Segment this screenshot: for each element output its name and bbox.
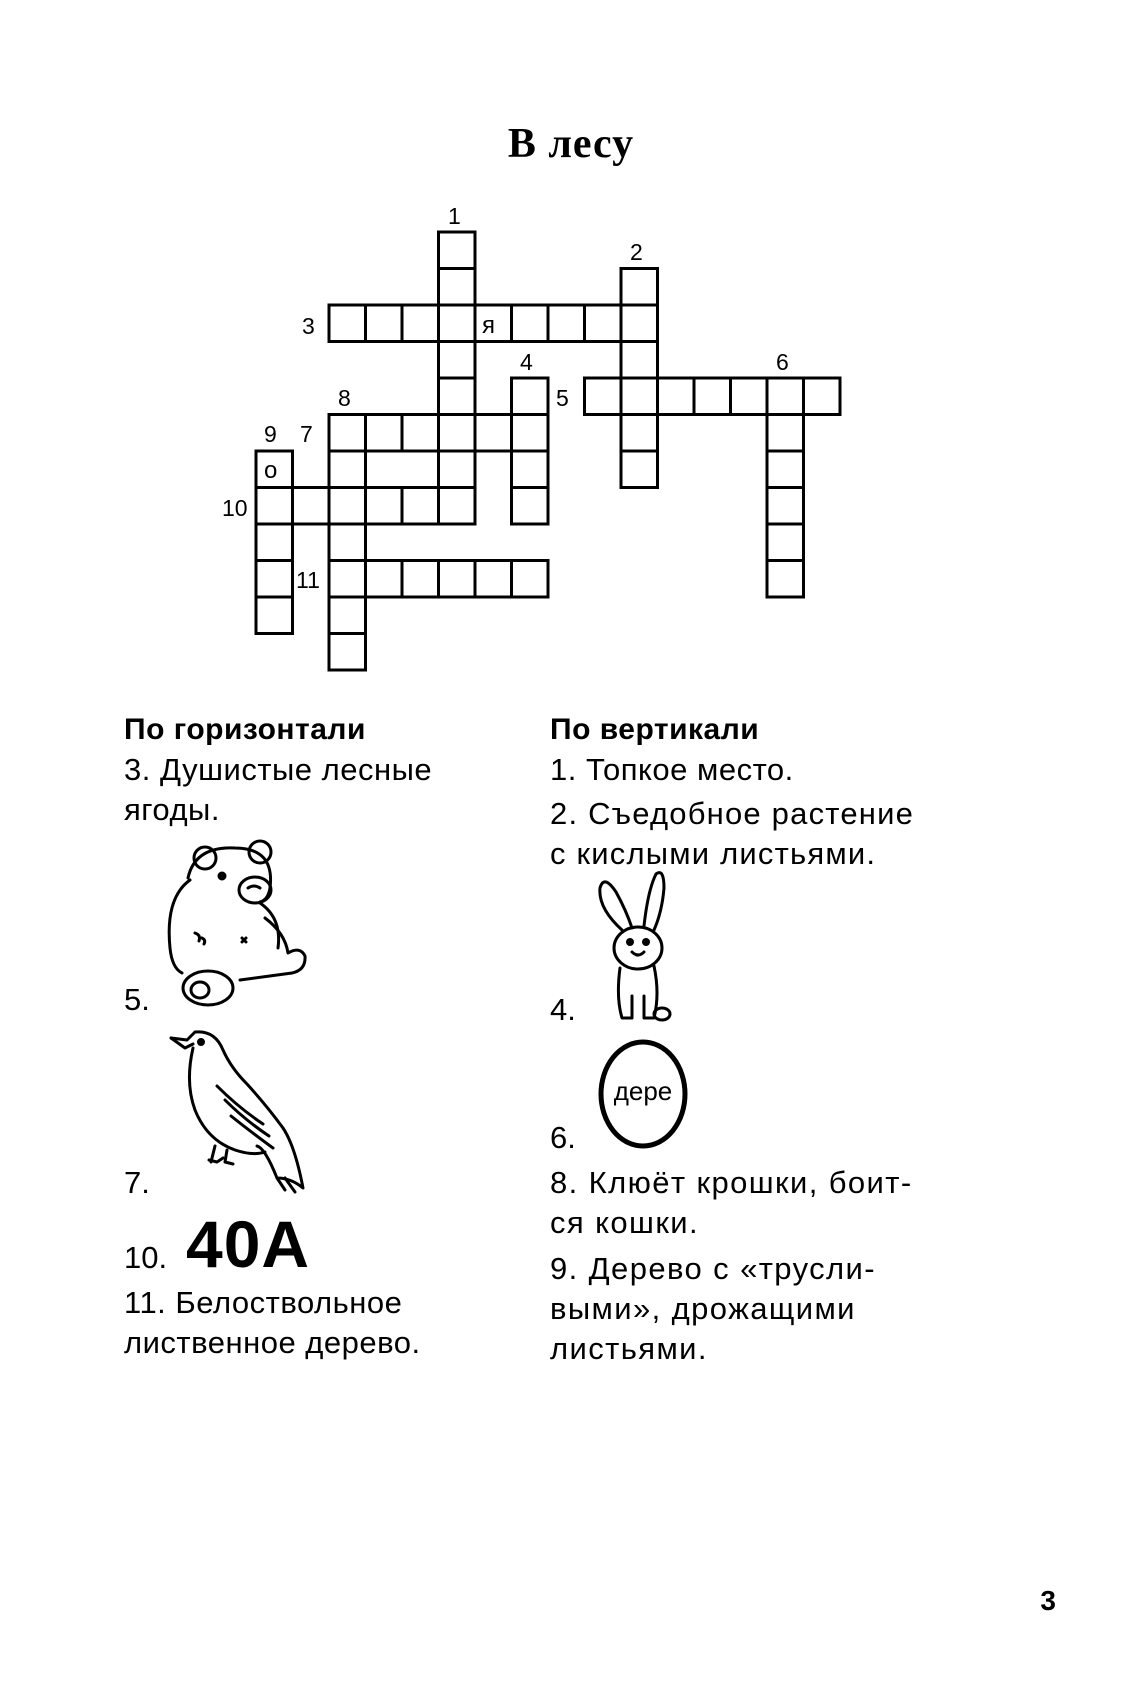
clue-7-label: 7. [124, 1165, 150, 1200]
crossword-cell [512, 415, 549, 452]
crossword-cell [767, 488, 804, 525]
page-title: В лесу [507, 121, 635, 167]
crossword-cell [475, 415, 512, 452]
crossword-cell [329, 597, 366, 634]
crossword-cell [439, 451, 476, 488]
crossword-cell [329, 524, 366, 561]
crossword-cell [621, 269, 658, 306]
clue-number-10: 10 [222, 495, 248, 521]
crossword-cell [585, 378, 622, 415]
crossword-cell [804, 378, 841, 415]
clue-8: 8. Клюёт крошки, боит-ся кошки. [550, 1165, 913, 1240]
crossword-cell [439, 342, 476, 379]
crossword-cell [256, 597, 293, 634]
crossword-cell [329, 561, 366, 598]
crossword-grid [0, 200, 1142, 740]
crossword-cell [439, 415, 476, 452]
crossword-cell [402, 415, 439, 452]
crossword-cell [658, 378, 695, 415]
crossword-cell [366, 305, 403, 342]
clue-number-1: 1 [448, 203, 461, 229]
clue-number-5: 5 [556, 385, 569, 411]
clue-2: 2. Съедобное растение с кислыми листьями. [550, 796, 915, 871]
given-letter-ya: я [482, 312, 495, 339]
crossword-cell [402, 305, 439, 342]
crossword-cell [439, 305, 476, 342]
crossword-cell [256, 524, 293, 561]
crossword-cell [329, 451, 366, 488]
crossword-cell [512, 451, 549, 488]
clue-10-rebus: 40А [186, 1207, 311, 1281]
clue-11-block [124, 1283, 454, 1363]
crossword-cell [256, 561, 293, 598]
crossword-cell [621, 305, 658, 342]
hare-icon [592, 868, 682, 1028]
clue-8-9-block [550, 1163, 930, 1369]
crossword-cell [767, 451, 804, 488]
crossword-cell [767, 561, 804, 598]
egg-icon [596, 1038, 690, 1150]
crossword-cell [439, 561, 476, 598]
crossword-cell [475, 561, 512, 598]
crossword-cell [256, 488, 293, 525]
clue-1: 1. Топкое место. [550, 752, 794, 787]
crossword-cell [329, 305, 366, 342]
clue-number-4: 4 [520, 349, 533, 375]
clue-3: 3. Душистые лесные ягоды. [124, 752, 433, 827]
bear-icon [160, 838, 310, 1008]
crossword-cell [293, 488, 330, 525]
crossword-cell [402, 561, 439, 598]
given-letter-o: о [264, 457, 278, 484]
crossword-cell [767, 378, 804, 415]
crossword-cell [439, 378, 476, 415]
crossword-cell [329, 634, 366, 671]
crossword-cell [329, 415, 366, 452]
page-number: 3 [1040, 1585, 1056, 1616]
crossword-cell [366, 561, 403, 598]
crossword-cell [366, 488, 403, 525]
horizontal-clues [124, 710, 464, 830]
clue-number-8: 8 [338, 385, 351, 411]
crossword-cell [767, 415, 804, 452]
horizontal-heading: По горизонтали [124, 713, 366, 746]
crossword-cell [621, 451, 658, 488]
crossword-cell [512, 561, 549, 598]
crossword-cell [512, 305, 549, 342]
crossword-cell [512, 378, 549, 415]
crossword-cell [439, 232, 476, 269]
crossword-cell [694, 378, 731, 415]
clue-number-3: 3 [302, 313, 315, 339]
crossword-cell [439, 269, 476, 306]
crossword-cell [512, 488, 549, 525]
vertical-clues [550, 710, 930, 874]
clue-6-label: 6. [550, 1120, 576, 1155]
clue-number-11: 11 [296, 567, 320, 593]
clue-6-rebus: дере [613, 1076, 673, 1106]
crossword-cell [329, 488, 366, 525]
crow-icon [165, 1028, 310, 1198]
vertical-heading: По вертикали [550, 713, 760, 746]
crossword-cell [621, 378, 658, 415]
crossword-cell [439, 488, 476, 525]
crossword-cell [767, 524, 804, 561]
crossword-cell [621, 342, 658, 379]
clue-9: 9. Дерево с «трусли-выми», дрожащими листьями. [550, 1251, 876, 1366]
clue-number-7: 7 [300, 421, 313, 447]
crossword-cell [402, 488, 439, 525]
clue-number-2: 2 [630, 239, 643, 265]
clue-10-label: 10. [124, 1240, 168, 1275]
crossword-cell [731, 378, 768, 415]
clue-11: 11. Белоствольное лиственное дерево. [124, 1285, 421, 1360]
crossword-cell [585, 305, 622, 342]
crossword-cell [366, 415, 403, 452]
clue-5-label: 5. [124, 982, 150, 1017]
clue-number-9: 9 [264, 421, 277, 447]
clue-number-6: 6 [776, 349, 789, 375]
crossword-cell [548, 305, 585, 342]
crossword-cell [621, 415, 658, 452]
clue-4-label: 4. [550, 992, 576, 1027]
